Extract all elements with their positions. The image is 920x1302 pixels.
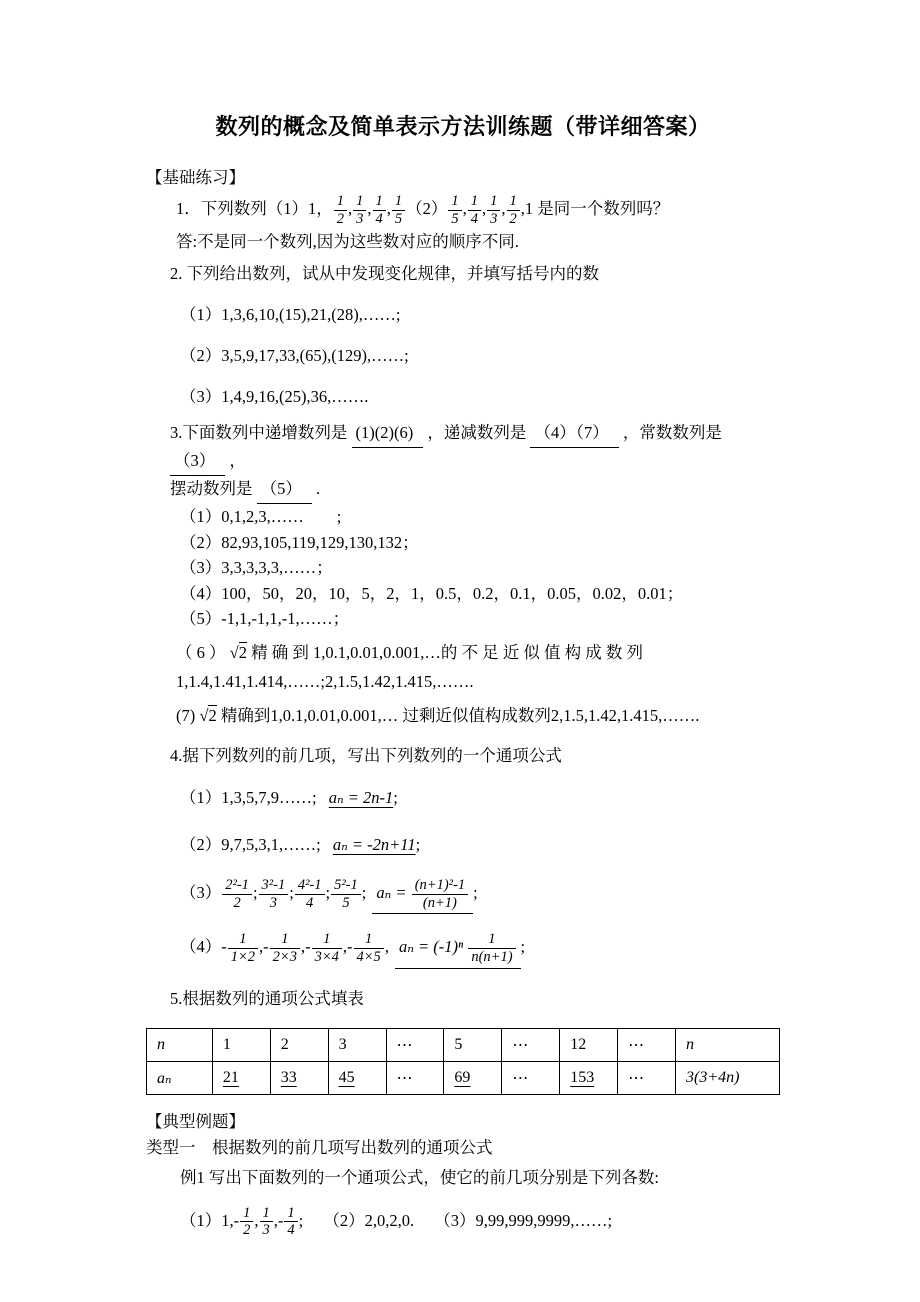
ex1-part2: （2）2,0,2,0. [323,1210,415,1230]
fraction-numerator: 1 [228,931,258,949]
section-basic-header: 【基础练习】 [146,168,245,187]
fraction-denominator: 2 [336,210,344,227]
fraction [468,931,515,965]
fraction-denominator: 3 [356,210,364,227]
fraction [259,877,289,911]
table-cell: n [676,1028,780,1061]
q2-item-2: （2）3,5,9,17,33,(65),(129),……; [180,346,409,366]
fraction-denominator: 4 [287,1222,295,1239]
table-cell: 1 [212,1028,270,1061]
table-cell: ⋯ [386,1028,444,1061]
fraction-denominator: n(n+1) [471,948,513,965]
separator: , [384,937,389,957]
fraction-denominator: 4 [306,894,314,911]
fraction-denominator: 2 [233,894,241,911]
fraction [312,931,342,965]
minus-sign: - [305,937,311,957]
fraction [468,193,481,227]
table-cell-answer: 21 [212,1061,270,1094]
fraction [448,193,461,227]
q3-item-5: （5）-1,1,-1,1,-1,……； [180,609,350,629]
fraction-numerator: 1 [240,1205,253,1223]
fraction [270,931,300,965]
fraction [353,193,366,227]
fraction [284,1205,297,1239]
table-cell-answer: 45 [328,1061,386,1094]
q3-lead-line2 [146,476,780,504]
separator: , [386,198,391,218]
fraction-numerator: 1 [392,193,405,211]
q4-item2-sequence: （2）9,7,5,3,1,……; [180,834,321,854]
table-cell: ⋯ [618,1028,676,1061]
q4-item3-formula [372,877,473,914]
q3-lead-text: ，常数数列是 [622,423,722,443]
fraction-numerator: 4²-1 [295,877,325,895]
q5-lead: 5.根据数列的通项公式填表 [170,988,364,1008]
q3-item-6 [176,639,780,667]
q3-answer-oscillating: （5） [257,476,312,504]
page-title: 数列的概念及简单表示方法训练题（带详细答案） [215,114,711,139]
radicand: 2 [208,705,217,725]
fraction-numerator: 1 [468,931,515,949]
q3-item-6-line2: 1,1.4,1.41,1.414,……;2,1.5,1.42,1.415,……. [176,671,474,691]
q1-mid: （2） [406,198,448,218]
q4-item2-formula: aₙ = -2n+11 [332,834,416,854]
q3-answer-constant: （3） [170,448,225,476]
fraction [240,1205,253,1239]
q3-lead-text: ， [229,451,246,471]
q3-item7-text: 精确到1,0.1,0.01,0.001,… 过剩近似值构成数列2,1.5,1.42,1.415,……. [220,705,700,725]
q1-tail: ,1 是同一个数列吗？ [520,198,670,218]
fraction-denominator: (n+1) [422,894,457,911]
table-cell-answer: 153 [560,1061,618,1094]
q4-item1-formula: aₙ = 2n-1 [328,787,394,807]
separator: ; [473,882,478,902]
q3-item6-text: 精 确 到 1,0.1,0.01,0.001,…的 不 足 近 似 值 构 成 数 列 [251,642,643,662]
fraction-denominator: 3×4 [314,948,339,965]
fraction-numerator: 1 [468,193,481,211]
fraction-numerator: 3²-1 [259,877,289,895]
separator: ; [361,882,367,902]
q3-answer-increasing: (1)(2)(6) [352,420,424,448]
example1-lead: 例1 写出下面数列的一个通项公式，使它的前几项分别是下列各数: [180,1167,659,1187]
radical-sign: √ [199,705,209,725]
q4-item1-sequence: （1）1,3,5,7,9……; [180,787,317,807]
fraction-numerator: 1 [334,193,347,211]
separator: ; [520,937,526,957]
table-row-n [147,1028,780,1061]
fraction-denominator: 3 [269,894,277,911]
table-cell: 5 [444,1028,502,1061]
q2-lead: 2. 下列给出数列，试从中发现变化规律，并填写括号内的数 [170,264,599,284]
separator: , [462,198,467,218]
formula-lhs: aₙ = (-1)ⁿ [398,937,464,957]
fraction-numerator: 5²-1 [331,877,361,895]
fraction [334,193,347,227]
separator: ; [289,882,294,902]
fraction [260,1205,273,1239]
table-cell: ⋯ [502,1061,560,1094]
fraction [392,193,405,227]
q3-lead-line1 [146,420,780,476]
type1-title: 类型一 根据数列的前几项写出数列的通项公式 [146,1137,493,1157]
example1-items [180,1205,780,1239]
table-row-an [147,1061,780,1094]
separator: ; [252,882,258,902]
fraction-numerator: (n+1)²-1 [412,877,468,895]
table-cell: 3(3+4n) [676,1061,780,1094]
q3-item7-label: (7) [176,705,200,725]
fraction-numerator: 1 [312,931,342,949]
minus-sign: - [347,937,353,957]
q3-lead-text: . [316,479,321,499]
separator: ,- [273,1210,284,1230]
table-cell: ⋯ [618,1061,676,1094]
fraction [331,877,361,911]
formula-lhs: aₙ = [376,882,407,902]
q2-item-3: （3）1,4,9,16,(25),36,……. [180,387,369,407]
ex1-part3: （3）9,99,999,9999,……; [434,1210,613,1230]
ex1-part1: （1）1,- [180,1210,240,1230]
separator: ; [325,882,331,902]
q4-item-2 [180,830,780,860]
fraction-numerator: 1 [487,193,500,211]
q4-lead: 4.据下列数列的前几项，写出下列数列的一个通项公式 [170,745,562,765]
q4-item-1 [180,783,780,813]
q1-lead: 1．下列数列（1）1， [176,198,333,218]
q3-item-3: （3）3,3,3,3,3,……； [180,558,333,578]
q4-item4-formula [395,931,521,968]
fraction [507,193,520,227]
sequence-table [146,1028,780,1095]
q3-item6-label: （ 6 ） [176,642,226,662]
radicand: 2 [238,642,247,662]
separator: ; [298,1210,304,1230]
separator: , [367,198,372,218]
q3-answer-decreasing: （4）（7） [530,420,618,448]
fraction-numerator: 1 [373,193,386,211]
table-cell: n [147,1028,213,1061]
radical-sign: √ [229,642,239,662]
fraction-denominator: 1×2 [230,948,256,965]
separator: , [348,198,353,218]
fraction-denominator: 3 [262,1222,270,1239]
section-typical-header: 【典型例题】 [146,1111,245,1131]
sqrt-radical [199,706,216,725]
q3-item-4: （4）100，50，20，10，5，2，1，0.5，0.2，0.1，0.05，0.02，0.01； [180,583,684,603]
separator: , [342,937,348,957]
fraction [228,931,258,965]
q1-line [146,193,780,227]
q3-item-7 [176,701,780,731]
fraction-denominator: 5 [451,210,459,227]
fraction-denominator: 3 [490,210,498,227]
fraction-denominator: 5 [342,894,350,911]
fraction-denominator: 2×3 [272,948,297,965]
fraction-numerator: 1 [353,193,366,211]
fraction-numerator: 1 [260,1205,273,1223]
table-cell-answer: 69 [444,1061,502,1094]
fraction-denominator: 5 [394,210,403,227]
fraction-numerator: 2²-1 [222,877,252,895]
fraction [354,931,384,965]
fraction-numerator: 1 [448,193,461,211]
fraction [295,877,325,911]
fraction-numerator: 1 [284,1205,297,1223]
q3-lead-text: 摆动数列是 [170,479,253,499]
separator: , [259,937,264,957]
fraction-denominator: 4×5 [356,948,381,965]
separator: ; [393,787,398,807]
fraction-numerator: 1 [270,931,300,949]
separator: , [501,198,506,218]
fraction-denominator: 2 [509,210,517,227]
separator: ; [415,834,421,854]
fraction [222,877,252,911]
q1-answer: 答:不是同一个数列,因为这些数对应的顺序不同. [176,232,519,252]
q3-item-2: （2）82,93,105,119,129,130,132； [180,532,419,552]
fraction-denominator: 4 [470,210,478,227]
fraction [373,193,386,227]
q3-item-1: （1）0,1,2,3,…… ; [180,507,342,527]
fraction [487,193,500,227]
q3-lead-text: ，递减数列是 [427,423,527,443]
table-cell: 2 [270,1028,328,1061]
minus-sign: - [221,937,227,957]
q4-item-4 [180,931,780,968]
q4-item4-label: （4） [180,937,222,957]
q2-item-1: （1）1,3,6,10,(15),21,(28),……; [180,305,401,325]
table-cell: 3 [328,1028,386,1061]
sqrt-radical [230,643,247,662]
table-cell: ⋯ [386,1061,444,1094]
fraction-denominator: 2 [243,1222,251,1239]
separator: , [300,937,306,957]
q4-item3-label: （3） [180,882,222,902]
q3-lead-text: 3.下面数列中递增数列是 [170,423,348,443]
table-cell-answer: 33 [270,1061,328,1094]
table-cell: ⋯ [502,1028,560,1061]
fraction-denominator: 4 [375,210,383,227]
fraction-numerator: 1 [507,193,520,211]
separator: , [482,198,487,218]
table-cell: 12 [560,1028,618,1061]
fraction [412,877,468,911]
fraction-numerator: 1 [354,931,384,949]
separator: , [254,1210,259,1230]
q4-item-3 [180,877,780,914]
minus-sign: - [263,937,269,957]
table-cell: aₙ [147,1061,213,1094]
